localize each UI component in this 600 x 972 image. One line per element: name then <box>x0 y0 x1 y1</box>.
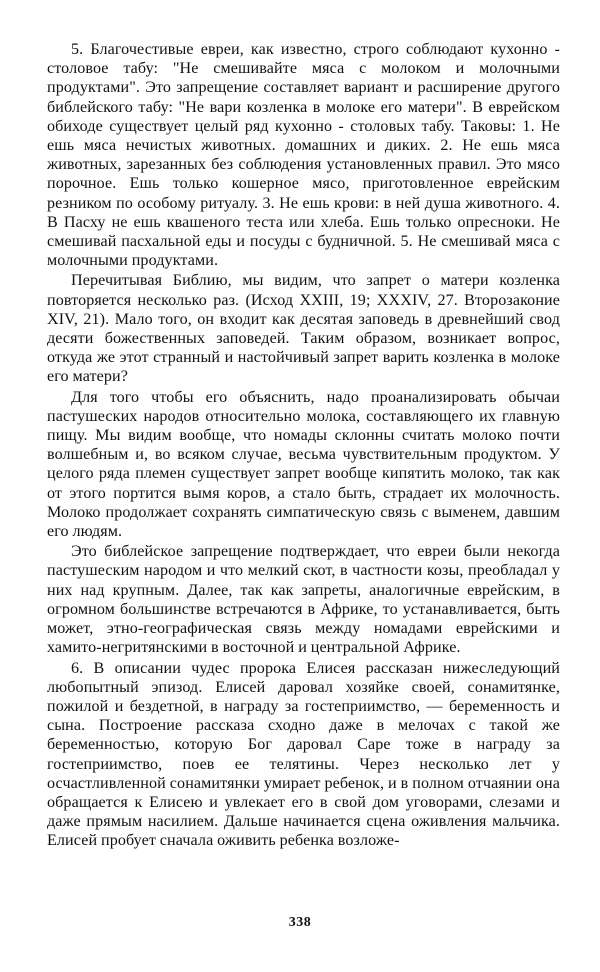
paragraph-1: 5. Благочестивые евреи, как известно, строго соблюдают кухонно - столовое табу: "Не смешивайте мяса с молоком и молочными продуктами". Это запрещение составляет вариант и расширение другого библейского табу: "Не вари козленка в молоке его матери". В еврейском обиходе существует целый ряд кухонно - столовых табу. Таковы: 1. Не ешь мяса нечистых животных. домашних и диких. 2. Не ешь мяса животных, зарезанных без соблюдения установленных правил. Это мясо порочное. Ешь только кошерное мясо, приготовленное еврейским резником по особому ритуалу. 3. Не ешь крови: в ней душа животного. 4. В Пасху не ешь квашеного теста или хлеба. Ешь только опресноки. Не смешивай пасхальной еды и посуды с будничной. 5. Не смешивай мяса с молочными продуктами. <box>47 41 560 270</box>
page-number: 338 <box>288 915 312 930</box>
paragraph-5: 6. В описании чудес пророка Елисея рассказан нижеследующий любопытный эпизод. Елисей даровал хозяйке своей, сонамитянке, пожилой и бездетной, в награду за гостеприимство, — беременность и сына. Построение рассказа сходно даже в мелочах с такой же беременностью, которую Бог даровал Саре тоже в награду за гостеприимство, поев ее телятины. Через несколько лет у осчастливленной сонамитянки умирает ребенок, и в полном отчаянии она обращается к Елисею и увлекает его в свой дом уговорами, слезами и даже прямым насилием. Дальше начинается сцена оживления мальчика. Елисей пробует сначала оживить ребенка возложе- <box>47 659 560 850</box>
page-body <box>47 40 560 851</box>
paragraph-4: Это библейское запрещение подтверждает, что евреи были некогда пастушеским народом и что мелкий скот, в частности козы, преобладал у них над крупным. Далее, так как запреты, аналогичные еврейским, в огромном большинстве встречаются в Африке, то устанавливается, быть может, этно-географическая связь между номадами еврейскими и хамито-негритянскими в восточной и центральной Африке. <box>47 543 560 657</box>
paragraph-3: Для того чтобы его объяснить, надо проанализировать обычаи пастушеских народов относительно молока, составляющего их главную пищу. Мы видим вообще, что номады склонны считать молоко почти волшебным и, во всяком случае, весьма чувствительным продуктом. У целого ряда племен существует запрет вообще кипятить молоко, так как от этого портится вымя коров, а стало быть, страдает их молочность. Молоко продолжает сохранять симпатическую связь с выменем, давшим его людям. <box>47 388 560 541</box>
paragraph-2: Перечитывая Библию, мы видим, что запрет о матери козленка повторяется несколько раз. (Исход XXIII, 19; XXXIV, 27. Второзаконие XIV, 21). Мало того, он входит как десятая заповедь в древнейший свод десяти божественных заповедей. Таким образом, возникает вопрос, откуда же этот странный и настойчивый запрет варить козленка в молоке его матери? <box>47 272 560 386</box>
